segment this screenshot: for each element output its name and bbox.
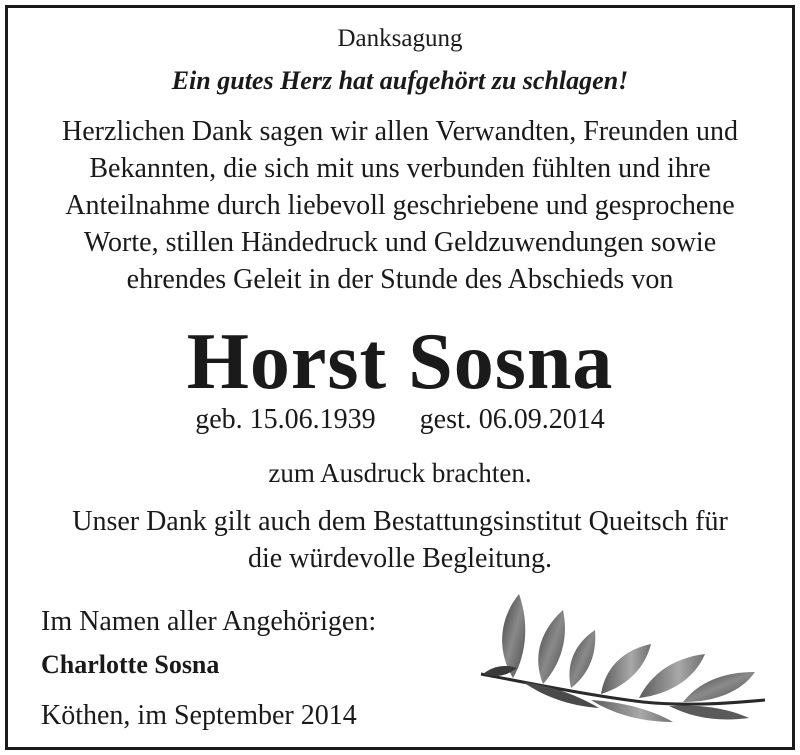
olive-branch-icon bbox=[473, 588, 773, 728]
thanks-paragraph bbox=[8, 113, 792, 298]
obituary-notice bbox=[5, 5, 795, 750]
signature-name: Charlotte Sosna bbox=[41, 650, 220, 679]
signature-intro: Im Namen aller Angehörigen: bbox=[41, 606, 377, 637]
closing-line: zum Ausdruck brachten. bbox=[268, 458, 532, 488]
life-dates bbox=[8, 404, 792, 436]
birth-date: geb. 15.06.1939 bbox=[195, 404, 376, 435]
notice-heading: Danksagung bbox=[337, 25, 463, 52]
thanks-line: ehrendes Geleit in der Stunde des Abschieds von bbox=[126, 264, 674, 295]
thanks-line: Anteilnahme durch liebevoll geschriebene und gesprochene bbox=[65, 190, 735, 221]
funeral-thanks-line: die würdevolle Begleitung. bbox=[247, 543, 553, 574]
deceased-name: Horst Sosna bbox=[186, 318, 614, 406]
thanks-line: Bekannten, die sich mit uns verbunden fühlten und ihre bbox=[89, 153, 711, 184]
place-and-date: Köthen, im September 2014 bbox=[41, 700, 357, 731]
thanks-line: Herzlichen Dank sagen wir allen Verwandten, Freunden und bbox=[62, 116, 738, 147]
notice-motto: Ein gutes Herz hat aufgehört zu schlagen! bbox=[171, 66, 629, 95]
thanks-line: Worte, stillen Händedruck und Geldzuwendungen sowie bbox=[83, 227, 717, 258]
funeral-thanks-line: Unser Dank gilt auch dem Bestattungsinstitut Queitsch für bbox=[72, 506, 728, 537]
death-date: gest. 06.09.2014 bbox=[419, 404, 605, 435]
funeral-thanks-paragraph bbox=[8, 503, 792, 577]
